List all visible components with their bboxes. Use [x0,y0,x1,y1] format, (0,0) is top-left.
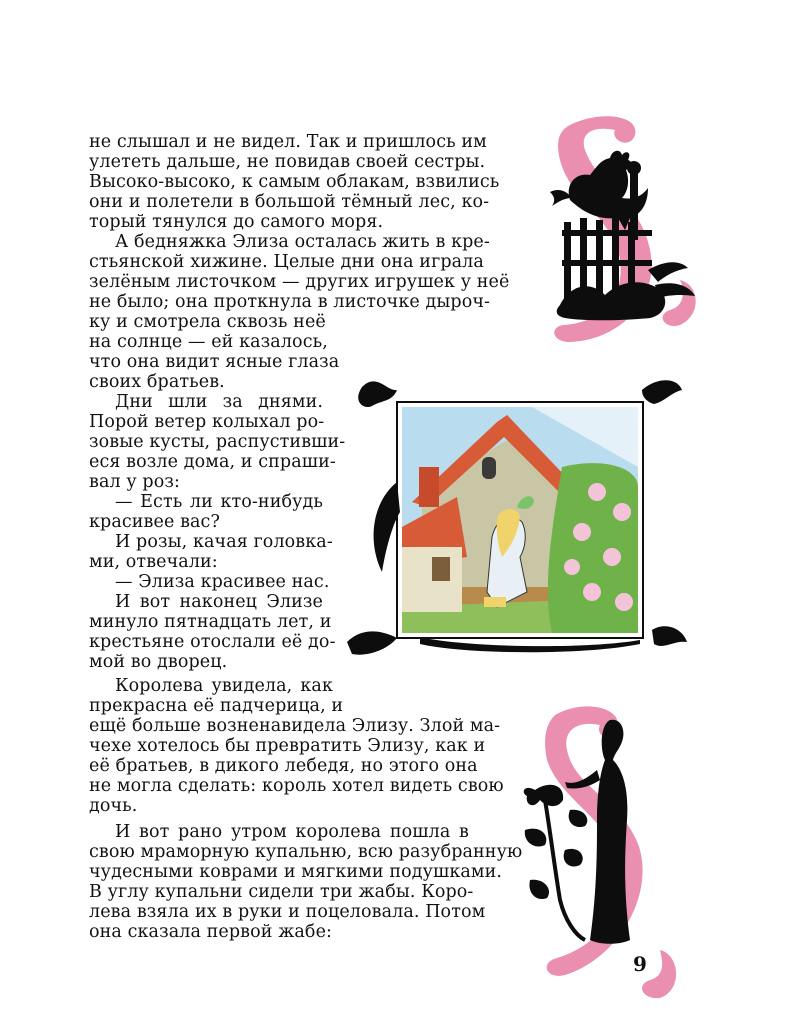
cottage-girl-illustration [342,372,698,668]
scene [402,407,638,633]
text-line: не могла сделать: король хотел видеть свою [89,776,504,796]
text-line: ещё больше возненавидела Элизу. Злой ма- [89,716,501,736]
text-line: дочь. [89,796,138,816]
text-line: Королева увидела, как [115,676,333,696]
text-line: улететь дальше, не повидав своей сестры. [89,152,486,172]
woman-silhouette [565,720,630,944]
text-line: она сказала первой жабе: [89,922,333,942]
text-line: зелёным листочком — других игрушек у неё [89,272,510,292]
text-line: И вот наконец Элизе [115,592,323,612]
text-line: ми, отвечали: [89,552,218,572]
text-line: зовые кусты, распустивши- [89,432,346,452]
text-line: Дни шли за днями. [115,392,323,412]
text-line: лева взяла их в руки и поцеловала. Потом [89,902,486,922]
text-line: А бедняжка Элиза осталась жить в кре- [115,232,490,252]
text-line: чудесными коврами и мягкими подушками. [89,862,503,882]
text-line: что она видит ясные глаза [89,352,340,372]
page-number: 9 [633,952,647,976]
text-line: мой во дворец. [89,652,228,672]
woman-roses-illustration [505,700,705,1000]
text-line: стьянской хижине. Целые дни она играла [89,252,484,272]
text-line: её братьев, в дикого лебедя, но этого она [89,756,478,776]
text-line: торый тянулся до самого моря. [89,212,384,232]
text-line: И розы, качая головка- [115,532,333,552]
text-line: Высоко-высоко, к самым облакам, взвились [89,172,500,192]
text-line: чехе хотелось бы превратить Элизу, как и [89,736,486,756]
text-line: — Элиза красивее нас. [115,572,330,592]
rose-branch-silhouette [524,785,588,940]
text-line: крестьяне отослали её до- [89,632,336,652]
rooster-fence-illustration [530,110,710,350]
text-line: на солнце — ей казалось, [89,332,328,352]
text-line: красивее вас? [89,512,220,532]
text-line: минуло пятнадцать лет, и [89,612,332,632]
text-line: прекрасна её падчерица, и [89,696,344,716]
text-line: своих братьев. [89,372,225,392]
text-line: свою мраморную купальню, всю разубранную [89,842,523,862]
text-line: вал у роз: [89,472,181,492]
text-line: — Есть ли кто-нибудь [115,492,323,512]
text-line: не было; она проткнула в листочке дырoч- [89,292,491,312]
text-line: еся возле дома, и спраши- [89,452,336,472]
text-line: И вот рано утром королева пошла в [115,822,469,842]
text-line: не слышал и не видел. Так и пришлось им [89,132,487,152]
text-line: они и полетели в большой тёмный лес, ко- [89,192,490,212]
text-line: В углу купальни сидели три жабы. Коро- [89,882,474,902]
text-line: ку и смотрела сквозь неё [89,312,326,332]
text-line: Порой ветер колыхал ро- [89,412,325,432]
rose-bush [548,463,638,633]
